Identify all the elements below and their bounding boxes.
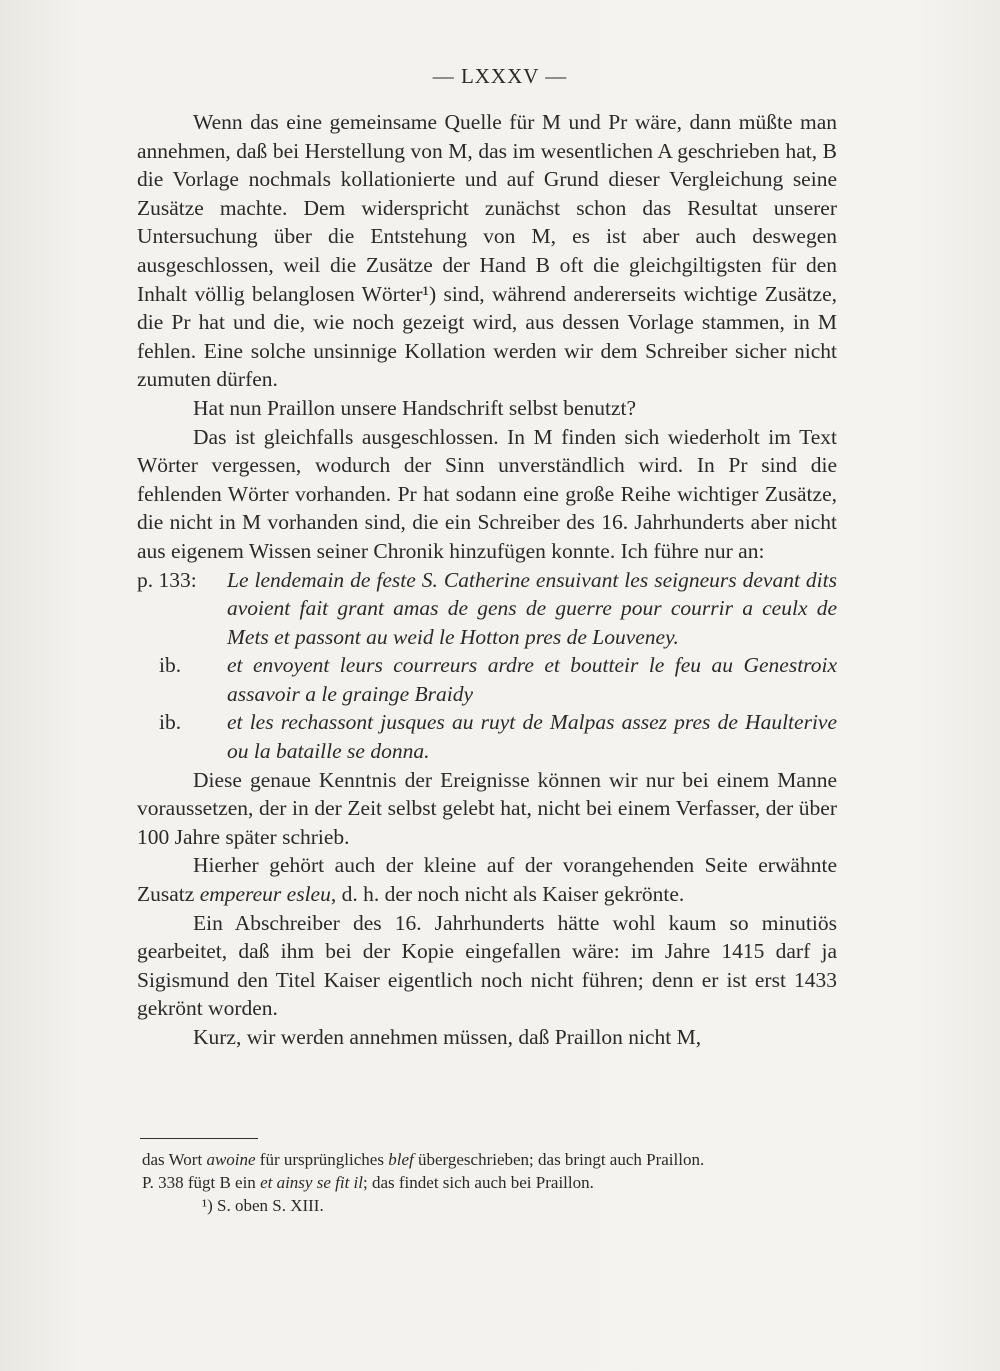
citation-text: et envoyent leurs courreurs ardre et boutteir le feu au Genestroix assavoir a le grainge Braidy [227, 653, 837, 706]
citation-label: ib. [159, 653, 182, 678]
citation-3 [137, 708, 837, 765]
paragraph-5-text-end: , d. h. der noch nicht als Kaiser gekrönte. [330, 882, 685, 907]
footnote-italic: awoine [206, 1150, 256, 1169]
footnote-text: für ursprüngliches [255, 1150, 389, 1169]
footnote-divider [140, 1138, 258, 1139]
footnote-text: ; das findet sich auch bei Praillon. [363, 1173, 594, 1192]
page-number-header: — LXXXV — [432, 64, 568, 88]
paragraph-5-text: Hierher gehört auch der kleine auf der vorangehenden Seite erwähnte Zusatz [137, 853, 837, 907]
footnote-line-1 [142, 1148, 842, 1171]
citation-2 [137, 651, 837, 708]
paragraph-3: Das ist gleichfalls ausgeschlossen. In M finden sich wiederholt im Text Wörter vergessen, wodurch der Sinn unverständlich wird. In Pr sind die fehlenden Wörter vorhanden. Pr hat sodann eine große Reihe wichtiger Zusätze, die nicht in M vorhanden sind, die ein Schreiber des 16. Jahrhunderts aber nicht aus eigenem Wissen seiner Chronik hinzufügen konnte. Ich führe nur an: [137, 424, 837, 563]
paragraph-1: Wenn das eine gemeinsame Quelle für M und Pr wäre, dann müßte man annehmen, daß bei Herstellung von M, das im wesentlichen A geschrieben hat, B die Vorlage nochmals kollationierte und auf Grund dieser Vergleichung seine Zusätze machte. Dem widerspricht zunächst schon das Resultat unserer Untersuchung über die Entstehung von M, es ist aber auch deswegen ausgeschlossen, weil die Zusätze der Hand B oft die gleichgiltigsten für den Inhalt völlig belanglosen Wörter¹) sind, während andererseits wichtige Zusätze, die Pr hat und die, wie noch gezeigt wird, aus dessen Vorlage stammen, in M fehlen. Eine solche unsinnige Kollation werden wir dem Schreiber sicher nicht zumuten dürfen. [137, 110, 837, 392]
citation-text: Le lendemain de feste S. Catherine ensuivant les seigneurs devant dits avoient fait grant amas de gens de guerre pour courrir a ceulx de Mets et passont au weid le Hotton pres de Louveney. [227, 567, 837, 649]
citation-label: ib. [159, 710, 182, 735]
footnote-text: das Wort [142, 1150, 207, 1169]
footnote-line-2 [142, 1171, 842, 1194]
footnote-1: ¹) S. oben S. XIII. [202, 1196, 324, 1215]
citation-1 [137, 566, 837, 652]
footnotes [142, 1148, 842, 1217]
footnote-italic: blef [388, 1150, 414, 1169]
main-text [137, 108, 837, 1052]
paragraph-4: Diese genaue Kenntnis der Ereignisse können wir nur bei einem Manne voraussetzen, der in der Zeit selbst gelebt hat, nicht bei einem Verfasser, der über 100 Jahre später schrieb. [137, 767, 837, 849]
paragraph-2: Hat nun Praillon unsere Handschrift selbst benutzt? [193, 395, 637, 420]
citation-label: p. 133: [137, 567, 197, 592]
paragraph-5-italic: empereur esleu [199, 882, 331, 907]
footnote-italic: et ainsy se fit il [260, 1173, 363, 1192]
paragraph-6: Ein Abschreiber des 16. Jahrhunderts hätte wohl kaum so minutiös gearbeitet, daß ihm bei der Kopie eingefallen wäre: im Jahre 1415 darf ja Sigismund den Titel Kaiser eigentlich noch nicht führen; denn er ist erst 1433 gekrönt worden. [137, 910, 837, 1021]
footnote-text: P. 338 fügt B ein [142, 1173, 261, 1192]
citation-text: et les rechassont jusques au ruyt de Malpas assez pres de Haulterive ou la bataille se donna. [227, 710, 837, 764]
paragraph-7: Kurz, wir werden annehmen müssen, daß Praillon nicht M, [193, 1025, 702, 1049]
paragraph-5 [137, 851, 837, 908]
footnote-text: übergeschrieben; das bringt auch Praillon. [413, 1150, 705, 1169]
